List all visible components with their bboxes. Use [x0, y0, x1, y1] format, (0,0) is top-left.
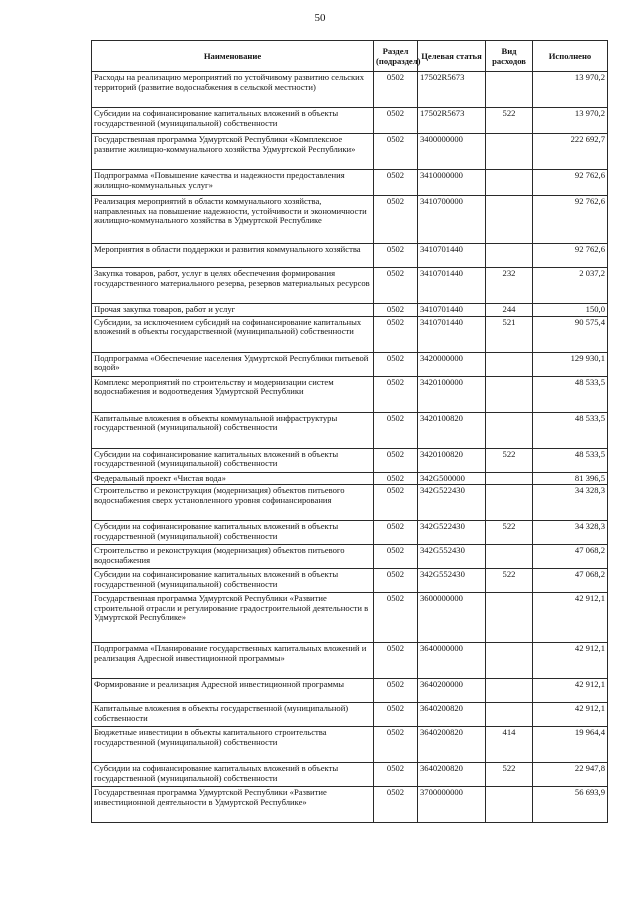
table-row [92, 196, 608, 244]
row-target: 3410701440 [418, 316, 486, 352]
table-body [92, 72, 608, 823]
row-name: Комплекс мероприятий по строительству и модернизации систем водоснабжения и водоотведения Удмуртской Республики [92, 376, 374, 412]
row-target: 17502R5673 [418, 108, 486, 134]
row-name: Капитальные вложения в объекты коммунальной инфраструктуры государственной (муниципальной) собственности [92, 412, 374, 448]
row-section: 0502 [374, 521, 418, 545]
row-target: 3420100820 [418, 412, 486, 448]
row-target: 342G552430 [418, 545, 486, 569]
row-target: 3640000000 [418, 643, 486, 679]
row-expense-type [486, 170, 533, 196]
row-name: Бюджетные инвестиции в объекты капитального строительства государственной (муниципальной) собственности [92, 727, 374, 763]
row-expense-type [486, 485, 533, 521]
table-row [92, 244, 608, 268]
row-target: 342G522430 [418, 485, 486, 521]
row-expense-type: 522 [486, 763, 533, 787]
row-section: 0502 [374, 679, 418, 703]
row-target: 3600000000 [418, 593, 486, 643]
row-amount: 92 762,6 [533, 244, 608, 268]
row-expense-type [486, 545, 533, 569]
row-section: 0502 [374, 134, 418, 170]
row-name: Субсидии на софинансирование капитальных вложений в объекты государственной (муниципальной) собственности [92, 521, 374, 545]
row-section: 0502 [374, 643, 418, 679]
header-target: Целевая статья [418, 41, 486, 72]
row-name: Государственная программа Удмуртской Республики «Развитие строительной отрасли и регулирование градостроительной деятельности в Удмуртской Республике» [92, 593, 374, 643]
row-amount: 42 912,1 [533, 703, 608, 727]
row-amount: 47 068,2 [533, 545, 608, 569]
row-amount: 22 947,8 [533, 763, 608, 787]
row-target: 3640200820 [418, 703, 486, 727]
table-row [92, 569, 608, 593]
row-amount: 92 762,6 [533, 170, 608, 196]
row-section: 0502 [374, 412, 418, 448]
row-expense-type [486, 679, 533, 703]
row-section: 0502 [374, 268, 418, 304]
row-section: 0502 [374, 170, 418, 196]
row-target: 17502R5673 [418, 72, 486, 108]
table-row [92, 545, 608, 569]
row-amount: 48 533,5 [533, 448, 608, 472]
row-expense-type: 244 [486, 304, 533, 317]
row-expense-type [486, 703, 533, 727]
row-name: Субсидии, за исключением субсидий на софинансирование капитальных вложений в объекты государственной (муниципальной) собственности [92, 316, 374, 352]
table-row [92, 679, 608, 703]
row-target: 342G500000 [418, 472, 486, 485]
table-row [92, 448, 608, 472]
row-target: 3410000000 [418, 170, 486, 196]
row-amount: 13 970,2 [533, 108, 608, 134]
row-amount: 90 575,4 [533, 316, 608, 352]
row-name: Субсидии на софинансирование капитальных вложений в объекты государственной (муниципальной) собственности [92, 569, 374, 593]
header-name: Наименование [92, 41, 374, 72]
row-name: Формирование и реализация Адресной инвестиционной программы [92, 679, 374, 703]
row-expense-type [486, 134, 533, 170]
table-row [92, 763, 608, 787]
row-section: 0502 [374, 472, 418, 485]
row-target: 3420000000 [418, 352, 486, 376]
row-name: Строительство и реконструкция (модернизация) объектов питьевого водоснабжения сверх установленного уровня софинансирования [92, 485, 374, 521]
row-expense-type: 522 [486, 569, 533, 593]
row-expense-type [486, 72, 533, 108]
row-name: Федеральный проект «Чистая вода» [92, 472, 374, 485]
row-section: 0502 [374, 569, 418, 593]
row-target: 3640200820 [418, 727, 486, 763]
table-row [92, 170, 608, 196]
table-row [92, 352, 608, 376]
row-target: 3420100000 [418, 376, 486, 412]
row-expense-type: 522 [486, 448, 533, 472]
row-target: 3400000000 [418, 134, 486, 170]
row-name: Мероприятия в области поддержки и развития коммунального хозяйства [92, 244, 374, 268]
row-expense-type: 522 [486, 108, 533, 134]
row-name: Подпрограмма «Обеспечение населения Удмуртской Республики питьевой водой» [92, 352, 374, 376]
row-amount: 47 068,2 [533, 569, 608, 593]
row-section: 0502 [374, 485, 418, 521]
table-row [92, 412, 608, 448]
table-row [92, 304, 608, 317]
row-section: 0502 [374, 787, 418, 823]
table-row [92, 787, 608, 823]
table-row [92, 485, 608, 521]
row-target: 342G552430 [418, 569, 486, 593]
table-row [92, 376, 608, 412]
row-amount: 48 533,5 [533, 412, 608, 448]
row-amount: 34 328,3 [533, 485, 608, 521]
table-row [92, 703, 608, 727]
row-expense-type: 414 [486, 727, 533, 763]
row-amount: 48 533,5 [533, 376, 608, 412]
row-name: Подпрограмма «Повышение качества и надежности предоставления жилищно-коммунальных услуг» [92, 170, 374, 196]
row-expense-type [486, 787, 533, 823]
page-number: 50 [314, 12, 326, 24]
row-expense-type [486, 244, 533, 268]
row-amount: 34 328,3 [533, 521, 608, 545]
row-section: 0502 [374, 352, 418, 376]
row-amount: 19 964,4 [533, 727, 608, 763]
row-expense-type [486, 412, 533, 448]
row-name: Субсидии на софинансирование капитальных вложений в объекты государственной (муниципальной) собственности [92, 448, 374, 472]
row-expense-type: 521 [486, 316, 533, 352]
row-target: 3640200000 [418, 679, 486, 703]
header-section: Раздел (подраздел) [374, 41, 418, 72]
row-expense-type [486, 352, 533, 376]
row-section: 0502 [374, 593, 418, 643]
row-name: Реализация мероприятий в области коммунального хозяйства, направленных на повышение надежности, устойчивости и экономичности жилищно-коммунального хозяйства в Удмуртской Республике [92, 196, 374, 244]
row-name: Капитальные вложения в объекты государственной (муниципальной) собственности [92, 703, 374, 727]
row-section: 0502 [374, 316, 418, 352]
table-row [92, 472, 608, 485]
row-amount: 222 692,7 [533, 134, 608, 170]
row-amount: 42 912,1 [533, 643, 608, 679]
row-name: Расходы на реализацию мероприятий по устойчивому развитию сельских территорий (развитие водоснабжения в сельской местности) [92, 72, 374, 108]
row-amount: 42 912,1 [533, 593, 608, 643]
row-target: 3700000000 [418, 787, 486, 823]
row-expense-type [486, 643, 533, 679]
row-amount: 56 693,9 [533, 787, 608, 823]
table-header-row [92, 41, 608, 72]
row-name: Субсидии на софинансирование капитальных вложений в объекты государственной (муниципальной) собственности [92, 108, 374, 134]
row-expense-type: 522 [486, 521, 533, 545]
row-name: Государственная программа Удмуртской Республики «Развитие инвестиционной деятельности в Удмуртской Республике» [92, 787, 374, 823]
row-expense-type: 232 [486, 268, 533, 304]
row-name: Строительство и реконструкция (модернизация) объектов питьевого водоснабжения [92, 545, 374, 569]
row-section: 0502 [374, 196, 418, 244]
row-name: Государственная программа Удмуртской Республики «Комплексное развитие жилищно-коммунального хозяйства Удмуртской Республики» [92, 134, 374, 170]
row-target: 342G522430 [418, 521, 486, 545]
header-expense-type: Вид расходов [486, 41, 533, 72]
row-amount: 129 930,1 [533, 352, 608, 376]
row-section: 0502 [374, 244, 418, 268]
row-section: 0502 [374, 703, 418, 727]
row-target: 3640200820 [418, 763, 486, 787]
table-row [92, 108, 608, 134]
row-expense-type [486, 376, 533, 412]
row-name: Субсидии на софинансирование капитальных вложений в объекты государственной (муниципальной) собственности [92, 763, 374, 787]
row-expense-type [486, 593, 533, 643]
row-expense-type [486, 472, 533, 485]
row-target: 3410701440 [418, 304, 486, 317]
row-target: 3420100820 [418, 448, 486, 472]
table-row [92, 316, 608, 352]
row-section: 0502 [374, 727, 418, 763]
row-section: 0502 [374, 72, 418, 108]
row-name: Закупка товаров, работ, услуг в целях обеспечения формирования государственного материального резерва, резервов материальных ресурсов [92, 268, 374, 304]
row-section: 0502 [374, 376, 418, 412]
table-row [92, 268, 608, 304]
budget-table [91, 40, 608, 823]
row-target: 3410700000 [418, 196, 486, 244]
header-executed: Исполнено [533, 41, 608, 72]
row-section: 0502 [374, 545, 418, 569]
row-section: 0502 [374, 763, 418, 787]
table-row [92, 521, 608, 545]
row-amount: 81 396,5 [533, 472, 608, 485]
table-row [92, 72, 608, 108]
row-amount: 92 762,6 [533, 196, 608, 244]
row-section: 0502 [374, 304, 418, 317]
row-expense-type [486, 196, 533, 244]
table-row [92, 593, 608, 643]
row-amount: 42 912,1 [533, 679, 608, 703]
table-row [92, 134, 608, 170]
row-target: 3410701440 [418, 244, 486, 268]
row-section: 0502 [374, 108, 418, 134]
row-name: Подпрограмма «Планирование государственных капитальных вложений и реализация Адресной инвестиционной программы» [92, 643, 374, 679]
row-amount: 150,0 [533, 304, 608, 317]
table-row [92, 727, 608, 763]
row-section: 0502 [374, 448, 418, 472]
row-amount: 2 037,2 [533, 268, 608, 304]
table-row [92, 643, 608, 679]
row-name: Прочая закупка товаров, работ и услуг [92, 304, 374, 317]
row-target: 3410701440 [418, 268, 486, 304]
row-amount: 13 970,2 [533, 72, 608, 108]
